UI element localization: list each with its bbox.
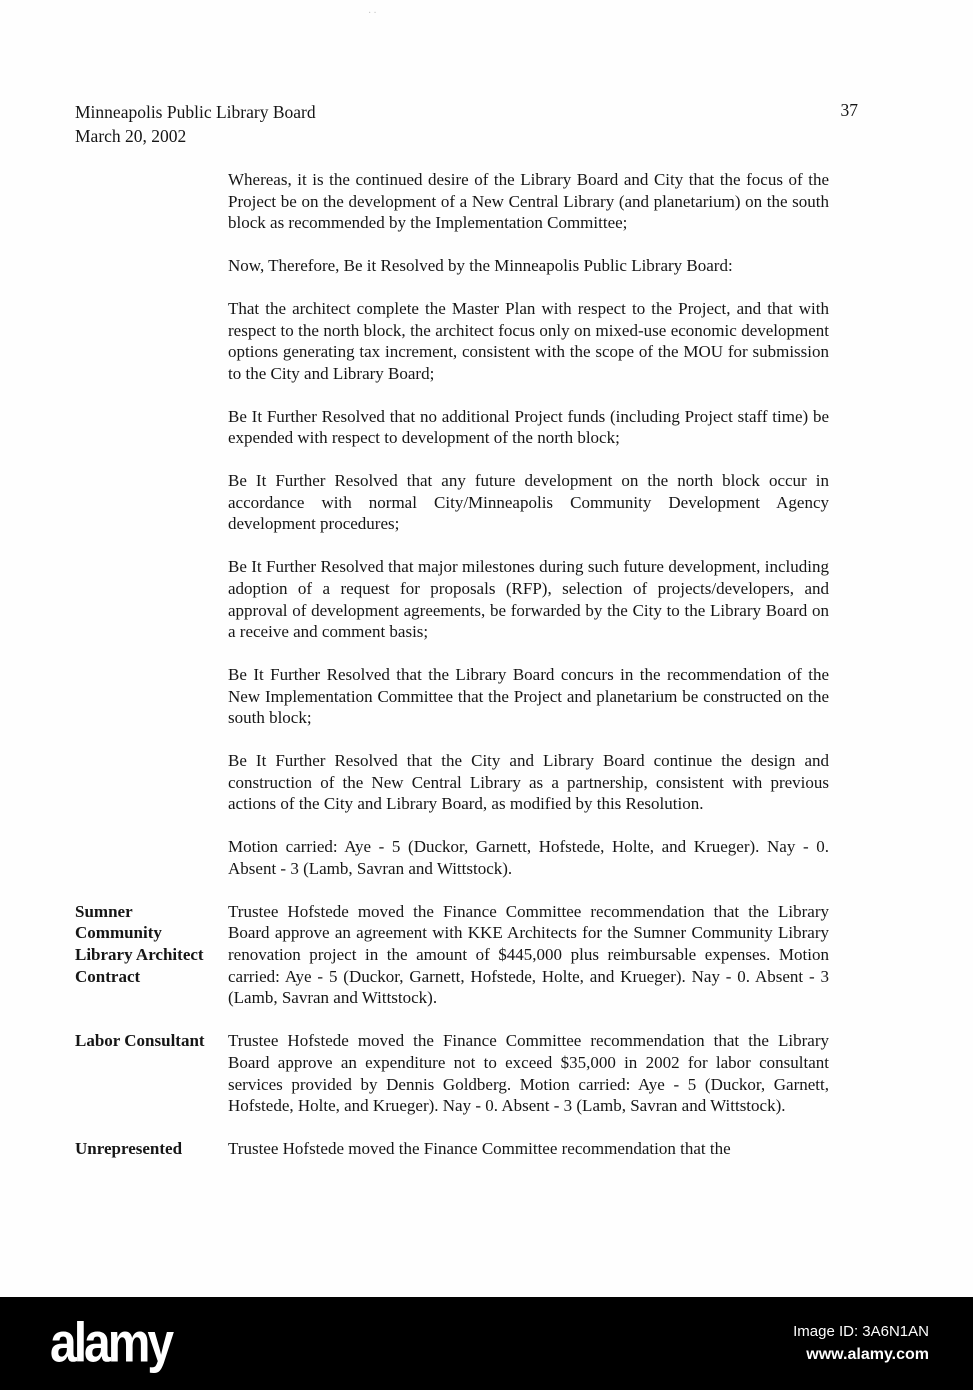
- watermark-info: [793, 1321, 929, 1366]
- image-id-text: Image ID: 3A6N1AN: [793, 1323, 929, 1341]
- resolution-paragraph: That the architect complete the Master Plan with respect to the Project, and that with respect to the north block, the architect focus only on mixed-use economic development options generating tax increment, consistent with the scope of the MOU for submission to the City and Library Board;: [228, 298, 829, 383]
- document-date: March 20, 2002: [75, 126, 187, 146]
- scan-artifact: ··: [368, 8, 379, 19]
- section-body: Trustee Hofstede moved the Finance Committee recommendation that the Library Board approve an agreement with KKE Architects for the Sumner Community Library renovation project in the amount of $445,000 plus reimbursable expenses. Motion carried: Aye - 5 (Duckor, Garnett, Hofstede, Holte, and Krueger). Nay - 0. Absent - 3 (Lamb, Savran and Wittstock).: [228, 901, 829, 1008]
- resolution-paragraph: Be It Further Resolved that major milestones during such future development, including adoption of a request for proposals (RFP), selection of projects/developers, and approval of development agreements, be forwarded by the City to the Library Board on a receive and comment basis;: [228, 557, 829, 642]
- watermark-bar: [0, 1297, 973, 1390]
- section-labor-consultant: [75, 1030, 829, 1117]
- resolution-paragraph: Be It Further Resolved that the City and Library Board continue the design and construction of the New Central Library as a partnership, consistent with previous actions of the City and Library Board, as modified by this Resolution.: [228, 751, 829, 814]
- resolution-block: [228, 169, 829, 880]
- document-org: Minneapolis Public Library Board: [75, 102, 316, 122]
- section-heading: Unrepresented: [75, 1138, 183, 1158]
- section-heading: Sumner Community Library Architect Contract: [75, 901, 204, 986]
- section-sumner-architect-contract: [75, 901, 829, 1010]
- resolution-paragraph: Whereas, it is the continued desire of the Library Board and City that the focus of the Project be on the development of a New Central Library (and planetarium) on the south block as recommended by the Implementation Committee;: [228, 170, 829, 233]
- document-body: [75, 169, 829, 1181]
- section-body: Trustee Hofstede moved the Finance Committee recommendation that the: [228, 1138, 731, 1158]
- page-number: 37: [840, 100, 858, 120]
- resolution-paragraph: Now, Therefore, Be it Resolved by the Minneapolis Public Library Board:: [228, 256, 733, 276]
- document-header: [75, 100, 878, 148]
- motion-carried-paragraph: Motion carried: Aye - 5 (Duckor, Garnett, Hofstede, Holte, and Krueger). Nay - 0. Absent - 3 (Lamb, Savran and Wittstock).: [228, 837, 829, 878]
- resolution-paragraph: Be It Further Resolved that any future development on the north block occur in accordance with normal City/Minneapolis Community Development Agency development procedures;: [228, 471, 829, 534]
- resolution-paragraph: Be It Further Resolved that the Library Board concurs in the recommendation of the New Implementation Committee that the Project and planetarium be constructed on the south block;: [228, 664, 829, 728]
- alamy-url-text: www.alamy.com: [806, 1345, 929, 1363]
- resolution-paragraph: Be It Further Resolved that no additional Project funds (including Project staff time) be expended with respect to development of the north block;: [228, 406, 829, 448]
- section-heading: Labor Consultant: [75, 1031, 205, 1051]
- section-body: Trustee Hofstede moved the Finance Committee recommendation that the Library Board approve an expenditure not to exceed $35,000 in 2002 for labor consultant services provided by Dennis Goldberg. Motion carried: Aye - 5 (Duckor, Garnett, Hofstede, Holte, and Krueger). Nay - 0. Absent - 3 (Lamb, Savran and Wittstock).: [228, 1031, 829, 1116]
- section-unrepresented: [75, 1138, 829, 1160]
- alamy-logo: alamy: [50, 1312, 172, 1374]
